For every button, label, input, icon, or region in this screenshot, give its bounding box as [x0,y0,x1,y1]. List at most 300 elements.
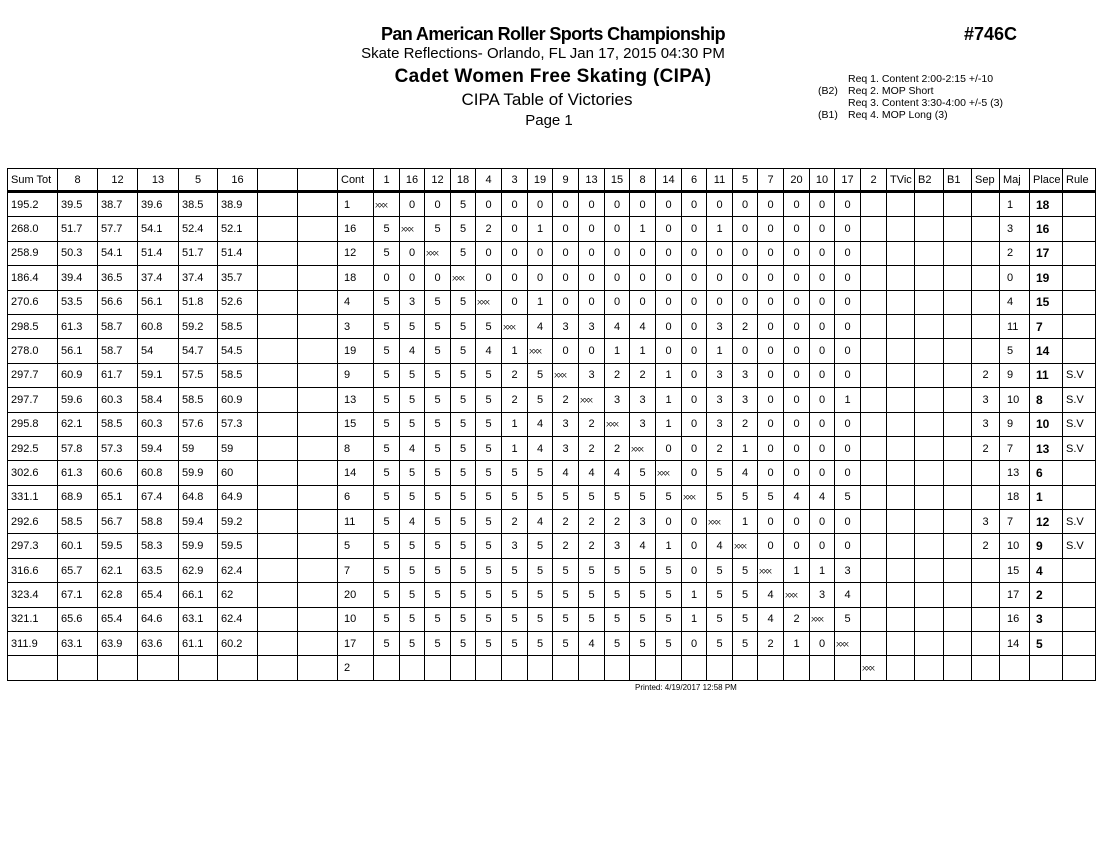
victory-cell: 0 [835,217,861,241]
victory-cell: 0 [682,192,707,217]
tvic-cell [887,388,915,412]
tvic-cell [887,339,915,363]
victory-cell: 4 [605,314,630,338]
victory-cell: 0 [579,217,605,241]
judge-score-cell: 51.7 [58,217,98,241]
place-cell: 17 [1030,241,1063,265]
victory-cell: 5 [656,632,682,656]
victory-cell [451,656,476,680]
victory-cell: 5 [502,461,528,485]
victory-cell: 5 [451,290,476,314]
judge-score-cell: 39.4 [58,266,98,290]
victory-cell: 0 [784,314,810,338]
victory-cell: 0 [835,461,861,485]
empty-cell [258,485,298,509]
sum-total-cell: 297.7 [8,363,58,387]
victory-cell: 5 [400,363,425,387]
victory-cell: 4 [400,510,425,534]
rule-cell: S.V [1063,363,1096,387]
empty-cell [298,241,338,265]
place-cell: 14 [1030,339,1063,363]
table-row [8,363,1096,387]
victory-cell: 0 [784,192,810,217]
sep-cell: 2 [972,436,1000,460]
judge-score-cell: 58.8 [138,510,179,534]
sep-cell [972,339,1000,363]
victory-cell: 0 [758,217,784,241]
victory-cell: 0 [758,461,784,485]
victory-cell: 5 [553,607,579,631]
victory-cell: 5 [579,607,605,631]
majority-cell: 9 [1000,412,1030,436]
col-header-score [298,169,338,192]
majority-cell: 3 [1000,217,1030,241]
victory-cell: 5 [476,388,502,412]
victory-cell [733,656,758,680]
judge-score-cell: 59.1 [138,363,179,387]
victory-cell: 0 [784,266,810,290]
victory-cell [784,656,810,680]
victory-cell: 5 [553,558,579,582]
victory-cell: 5 [374,583,400,607]
judge-score-cell: 64.6 [138,607,179,631]
b1-cell [944,534,972,558]
victory-cell: 3 [707,314,733,338]
victory-cell: 1 [528,217,553,241]
judge-score-cell: 59.9 [179,534,218,558]
rule-cell: S.V [1063,510,1096,534]
empty-cell [258,534,298,558]
table-row [8,583,1096,607]
victory-cell: 5 [630,583,656,607]
victory-cell: 5 [528,388,553,412]
victory-cell: 5 [758,485,784,509]
self-marker-cell [758,558,784,582]
victory-cell: 5 [605,485,630,509]
victory-cell: 2 [605,510,630,534]
victory-cell: 0 [758,290,784,314]
sep-cell [972,241,1000,265]
b2-cell [915,607,944,631]
victory-cell: 1 [707,339,733,363]
victory-cell: 5 [374,461,400,485]
victory-cell: 5 [656,485,682,509]
victory-cell: 0 [682,632,707,656]
victory-cell: 5 [476,314,502,338]
sep-cell: 3 [972,510,1000,534]
victory-cell: 3 [579,363,605,387]
victory-cell: 0 [656,192,682,217]
victory-cell: 3 [707,363,733,387]
table-row [8,632,1096,656]
b2-cell [915,461,944,485]
victory-cell: 0 [528,266,553,290]
col-header-opponent: 3 [502,169,528,192]
judge-score-cell: 58.5 [58,510,98,534]
crosshatch-icon: XXX [631,445,643,453]
victory-cell: 0 [758,241,784,265]
victory-cell: 5 [451,632,476,656]
judge-score-cell: 56.1 [138,290,179,314]
tvic-cell [887,266,915,290]
victory-cell: 0 [630,290,656,314]
victory-cell: 5 [451,436,476,460]
sep-cell: 2 [972,363,1000,387]
contestant-cell: 5 [338,534,374,558]
victory-cell: 5 [835,607,861,631]
victory-cell: 1 [630,217,656,241]
crosshatch-icon: XXX [401,225,413,234]
col-header-opponent: 17 [835,169,861,192]
judge-score-cell: 59.5 [218,534,258,558]
sum-total-cell: 331.1 [8,485,58,509]
col-header-opponent: 20 [784,169,810,192]
empty-cell [258,656,298,680]
judge-score-cell: 65.4 [138,583,179,607]
victory-cell: 5 [579,583,605,607]
victory-cell: 5 [630,632,656,656]
crosshatch-icon: XXX [503,323,515,331]
victory-cell: 0 [502,192,528,217]
victory-cell: 0 [758,363,784,387]
victory-cell [374,656,400,680]
victory-cell: 1 [502,412,528,436]
judge-score-cell: 54.7 [179,339,218,363]
requirement-text: Req 4. MOP Long (3) [848,109,948,121]
victory-cell: 5 [451,607,476,631]
judge-score-cell: 58.5 [218,363,258,387]
majority-cell: 7 [1000,510,1030,534]
b1-cell [944,241,972,265]
b1-cell [944,632,972,656]
victory-cell: 5 [656,583,682,607]
victory-cell: 3 [810,583,835,607]
place-cell: 18 [1030,192,1063,217]
victory-cell: 0 [810,217,835,241]
victory-cell: 5 [605,583,630,607]
victory-cell: 5 [451,534,476,558]
victory-cell: 0 [784,290,810,314]
contestant-cell: 20 [338,583,374,607]
judge-score-cell: 51.7 [179,241,218,265]
tvic-cell [887,461,915,485]
victory-cell: 5 [707,485,733,509]
victory-cell: 0 [835,339,861,363]
judge-score-cell: 37.4 [179,266,218,290]
sum-total-cell: 295.8 [8,412,58,436]
victory-cell: 1 [656,412,682,436]
b1-cell [944,461,972,485]
table-row [8,192,1096,217]
crosshatch-icon: XXX [734,543,746,551]
victory-cell: 5 [425,583,451,607]
victory-cell: 0 [758,436,784,460]
victory-cell: 5 [502,485,528,509]
judge-score-cell: 63.1 [58,632,98,656]
victory-cell: 0 [682,412,707,436]
victory-cell: 0 [835,290,861,314]
victory-cell: 4 [707,534,733,558]
victory-cell: 0 [656,266,682,290]
victory-cell: 1 [502,436,528,460]
majority-cell: 10 [1000,534,1030,558]
contestant-cell: 3 [338,314,374,338]
victory-cell: 5 [707,583,733,607]
victory-cell: 3 [630,412,656,436]
col-header-opponent: 14 [656,169,682,192]
victory-cell: 5 [400,632,425,656]
rule-cell [1063,241,1096,265]
victory-cell: 5 [400,558,425,582]
victory-cell [861,412,887,436]
b2-cell [915,266,944,290]
col-header-rule: Rule [1063,169,1096,192]
tvic-cell [887,192,915,217]
judge-score-cell [98,656,138,680]
judge-score-cell: 68.9 [58,485,98,509]
col-header-opponent: 13 [579,169,605,192]
victory-cell: 5 [502,583,528,607]
victory-cell: 5 [374,217,400,241]
b2-cell [915,339,944,363]
empty-cell [258,412,298,436]
victory-cell: 0 [733,339,758,363]
requirement-item [818,73,1003,85]
b1-cell [944,290,972,314]
victory-cell: 3 [630,510,656,534]
victory-cell: 5 [425,607,451,631]
majority-cell: 10 [1000,388,1030,412]
victory-cell: 5 [400,388,425,412]
victory-cell [835,656,861,680]
victory-cell: 0 [605,217,630,241]
victory-cell: 4 [758,583,784,607]
judge-score-cell: 60.3 [138,412,179,436]
judge-score-cell: 62.1 [98,558,138,582]
col-header-opponent: 12 [425,169,451,192]
victory-cell: 0 [425,266,451,290]
crosshatch-icon: XXX [862,665,874,673]
sep-cell: 2 [972,534,1000,558]
crosshatch-icon: XXX [836,640,848,648]
victory-cell: 5 [502,558,528,582]
victory-cell: 0 [682,388,707,412]
victory-cell: 5 [374,314,400,338]
col-header-score: 16 [218,169,258,192]
majority-cell: 13 [1000,461,1030,485]
victory-cell: 5 [425,363,451,387]
col-header-opponent: 8 [630,169,656,192]
championship-title: Pan American Roller Sports Championship [380,24,725,44]
victory-cell: 0 [630,241,656,265]
requirement-text: Req 3. Content 3:30-4:00 +/-5 (3) [848,97,1003,109]
majority-cell: 15 [1000,558,1030,582]
victory-cell: 0 [476,192,502,217]
victory-cell: 0 [682,461,707,485]
b2-cell [915,388,944,412]
victory-cell: 5 [733,583,758,607]
victory-cell: 5 [553,632,579,656]
victory-cell: 4 [528,436,553,460]
victory-cell: 0 [810,290,835,314]
sum-total-cell: 195.2 [8,192,58,217]
victory-cell: 5 [451,558,476,582]
victory-cell: 0 [733,266,758,290]
crosshatch-icon: XXX [759,567,771,575]
contestant-cell: 14 [338,461,374,485]
victory-cell: 1 [682,607,707,631]
victory-cell: 2 [553,388,579,412]
contestant-cell: 17 [338,632,374,656]
majority-cell: 0 [1000,266,1030,290]
victory-cell: 5 [400,583,425,607]
crosshatch-icon: XXX [452,274,464,282]
col-header-opponent: 18 [451,169,476,192]
victory-cell: 0 [810,363,835,387]
self-marker-cell [682,485,707,509]
victory-cell: 0 [733,241,758,265]
victory-cell: 2 [553,510,579,534]
judge-score-cell: 38.9 [218,192,258,217]
victory-cell: 0 [682,436,707,460]
victory-cell: 5 [707,558,733,582]
sep-cell [972,217,1000,241]
empty-cell [298,558,338,582]
col-header-opponent: 19 [528,169,553,192]
judge-score-cell: 37.4 [138,266,179,290]
sep-cell [972,461,1000,485]
victory-cell: 0 [835,363,861,387]
victory-cell: 3 [630,388,656,412]
victory-cell [861,217,887,241]
victory-cell: 5 [528,607,553,631]
table-row [8,290,1096,314]
majority-cell: 17 [1000,583,1030,607]
judge-score-cell: 57.5 [179,363,218,387]
tvic-cell [887,290,915,314]
victory-cell [579,656,605,680]
sep-cell [972,607,1000,631]
victory-cell: 5 [374,363,400,387]
b1-cell [944,607,972,631]
requirement-tag: (B1) [818,109,838,121]
b2-cell [915,632,944,656]
victory-cell: 3 [605,534,630,558]
rule-cell [1063,485,1096,509]
victory-cell: 0 [656,339,682,363]
judge-score-cell: 61.1 [179,632,218,656]
self-marker-cell [656,461,682,485]
victory-cell: 4 [528,510,553,534]
victory-cell: 3 [733,388,758,412]
victory-cell: 4 [579,461,605,485]
table-row [8,656,1096,680]
sum-total-cell: 297.7 [8,388,58,412]
place-cell: 8 [1030,388,1063,412]
victory-cell: 0 [400,192,425,217]
rule-cell [1063,339,1096,363]
victory-cell: 5 [425,510,451,534]
victory-cell: 0 [810,192,835,217]
victory-cell: 0 [579,241,605,265]
self-marker-cell [374,192,400,217]
col-header-opponent: 4 [476,169,502,192]
b2-cell [915,583,944,607]
victory-cell: 0 [476,266,502,290]
sum-total-cell: 311.9 [8,632,58,656]
victory-cell: 0 [758,314,784,338]
judge-score-cell: 58.7 [98,314,138,338]
victory-cell: 1 [528,290,553,314]
victory-cell: 5 [707,461,733,485]
empty-cell [258,461,298,485]
victory-cell: 0 [553,241,579,265]
empty-cell [298,339,338,363]
majority-cell: 11 [1000,314,1030,338]
victory-cell: 0 [682,510,707,534]
contestant-cell: 13 [338,388,374,412]
event-code: #746C [964,24,1018,44]
requirement-text: Req 2. MOP Short [848,85,934,97]
b2-cell [915,363,944,387]
victory-cell [528,656,553,680]
victory-cell: 0 [579,339,605,363]
victory-cell: 0 [502,217,528,241]
victory-cell: 0 [784,461,810,485]
victory-cell: 5 [476,412,502,436]
self-marker-cell [502,314,528,338]
victory-cell: 5 [451,485,476,509]
crosshatch-icon: XXX [426,250,438,258]
table-row [8,241,1096,265]
tvic-cell [887,607,915,631]
b1-cell [944,656,972,680]
victory-cell: 3 [733,363,758,387]
victory-cell: 5 [476,583,502,607]
judge-score-cell: 57.3 [218,412,258,436]
victory-cell: 0 [707,290,733,314]
victory-cell: 3 [502,534,528,558]
empty-cell [258,339,298,363]
col-header-opponent: 15 [605,169,630,192]
self-marker-cell [400,217,425,241]
empty-cell [258,217,298,241]
victory-cell: 2 [502,388,528,412]
judge-score-cell: 58.5 [179,388,218,412]
victory-cell: 0 [656,241,682,265]
judge-score-cell: 58.5 [98,412,138,436]
victory-cell: 3 [553,314,579,338]
contestant-cell: 9 [338,363,374,387]
judge-score-cell: 65.6 [58,607,98,631]
judge-score-cell: 65.7 [58,558,98,582]
self-marker-cell [707,510,733,534]
col-header-score: 12 [98,169,138,192]
tvic-cell [887,363,915,387]
victory-cell: 0 [656,314,682,338]
contestant-cell: 6 [338,485,374,509]
judge-score-cell: 36.5 [98,266,138,290]
victory-cell: 4 [630,314,656,338]
victory-cell: 5 [400,534,425,558]
victory-cell [810,656,835,680]
victory-cell: 3 [553,412,579,436]
col-header-opponent: 10 [810,169,835,192]
victory-cell: 0 [784,436,810,460]
victory-cell: 4 [810,485,835,509]
col-header-opponent: 9 [553,169,579,192]
victory-cell: 5 [476,607,502,631]
